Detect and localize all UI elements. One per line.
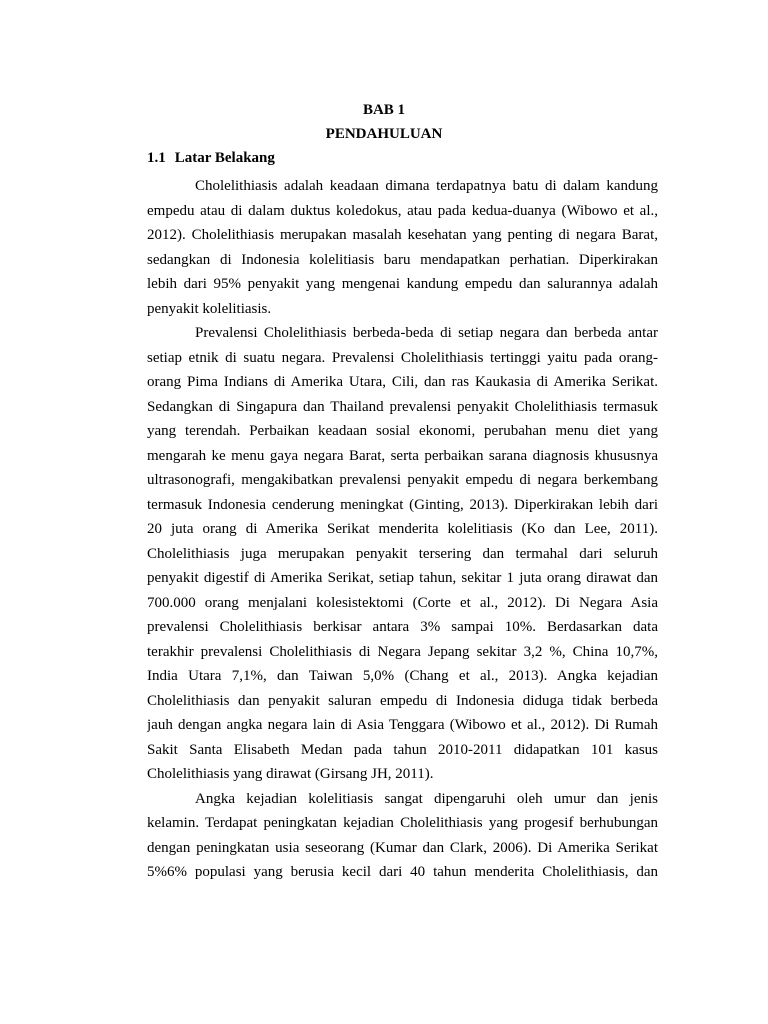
paragraph-line: ultrasonografi, mengakibatkan prevalensi penyakit empedu di negara berkembang bbox=[147, 472, 658, 488]
paragraph bbox=[147, 321, 658, 787]
paragraph-line: Sakit Santa Elisabeth Medan pada tahun 2010-2011 didapatkan 101 kasus bbox=[147, 741, 658, 758]
paragraph-line: terakhir prevalensi Cholelithiasis di Negara Jepang sekitar 3,2 %, China 10,7%, bbox=[147, 643, 658, 660]
section-heading bbox=[147, 148, 275, 168]
paragraph-line: penyakit digestif di Amerika Serikat, setiap tahun, sekitar 1 juta orang dirawat dan bbox=[147, 570, 658, 586]
paragraph-line: prevalensi Cholelithiasis berkisar antara 3% sampai 10%. Berdasarkan data bbox=[147, 619, 658, 635]
paragraph-line: 700.000 orang menjalani kolesistektomi (Corte et al., 2012). Di Negara Asia bbox=[147, 594, 658, 611]
section-number: 1.1 bbox=[147, 150, 166, 166]
chapter-label: BAB 1 bbox=[362, 102, 406, 118]
paragraph-line: India Utara 7,1%, dan Taiwan 5,0% (Chang et al., 2013). Angka kejadian bbox=[147, 668, 658, 684]
paragraph-line: Sedangkan di Singapura dan Thailand prevalensi penyakit Cholelithiasis termasuk bbox=[147, 398, 658, 415]
paragraph-line: orang Pima Indians di Amerika Utara, Cili, dan ras Kaukasia di Amerika Serikat. bbox=[147, 374, 658, 390]
paragraph-line: Cholelithiasis dan penyakit saluran empedu di Indonesia diduga tidak berbeda bbox=[147, 692, 658, 709]
paragraph-line: Angka kejadian kolelitiasis sangat dipengaruhi oleh umur dan jenis bbox=[195, 790, 658, 807]
paragraph-line: lebih dari 95% penyakit yang mengenai kandung empedu dan salurannya adalah bbox=[147, 276, 658, 292]
body-text bbox=[147, 174, 658, 885]
paragraph-line: 5%6% populasi yang berusia kecil dari 40 tahun menderita Cholelithiasis, dan bbox=[147, 864, 658, 880]
paragraph-line: jauh dengan angka negara lain di Asia Tenggara (Wibowo et al., 2012). Di Rumah bbox=[147, 717, 658, 733]
paragraph-line: penyakit kolelitiasis. bbox=[147, 300, 272, 317]
paragraph-line: yang terendah. Perbaikan keadaan sosial ekonomi, perubahan menu diet yang bbox=[147, 423, 658, 439]
section-title: Latar Belakang bbox=[174, 150, 275, 166]
paragraph-line: kelamin. Terdapat peningkatan kejadian Cholelithiasis yang progesif berhubungan bbox=[147, 815, 658, 831]
paragraph-line: Cholelithiasis juga merupakan penyakit tersering dan termahal dari seluruh bbox=[147, 545, 658, 562]
paragraph bbox=[147, 787, 658, 885]
paragraph-line: empedu atau di dalam duktus koledokus, atau pada kedua-duanya (Wibowo et al., bbox=[147, 202, 658, 219]
paragraph-line: 20 juta orang di Amerika Serikat menderita kolelitiasis (Ko dan Lee, 2011). bbox=[147, 521, 658, 537]
paragraph-line: sedangkan di Indonesia kolelitiasis baru mendapatkan perhatian. Diperkirakan bbox=[147, 251, 658, 268]
paragraph bbox=[147, 174, 658, 321]
paragraph-line: termasuk Indonesia cenderung meningkat (Ginting, 2013). Diperkirakan lebih dari bbox=[147, 496, 658, 513]
paragraph-line: Cholelithiasis yang dirawat (Girsang JH, 2011). bbox=[147, 766, 434, 782]
paragraph-line: setiap etnik di suatu negara. Prevalensi Cholelithiasis tertinggi yaitu pada orang- bbox=[147, 349, 658, 366]
paragraph-line: mengarah ke menu gaya negara Barat, serta perbaikan sarana diagnosis khususnya bbox=[147, 447, 658, 464]
paragraph-line: dengan peningkatan usia seseorang (Kumar dan Clark, 2006). Di Amerika Serikat bbox=[147, 839, 658, 856]
paragraph-line: 2012). Cholelithiasis merupakan masalah kesehatan yang penting di negara Barat, bbox=[147, 227, 658, 243]
paragraph-line: Cholelithiasis adalah keadaan dimana terdapatnya batu di dalam kandung bbox=[195, 178, 658, 194]
chapter-title: PENDAHULUAN bbox=[325, 126, 443, 142]
paragraph-line: Prevalensi Cholelithiasis berbeda-beda di setiap negara dan berbeda antar bbox=[195, 325, 658, 341]
